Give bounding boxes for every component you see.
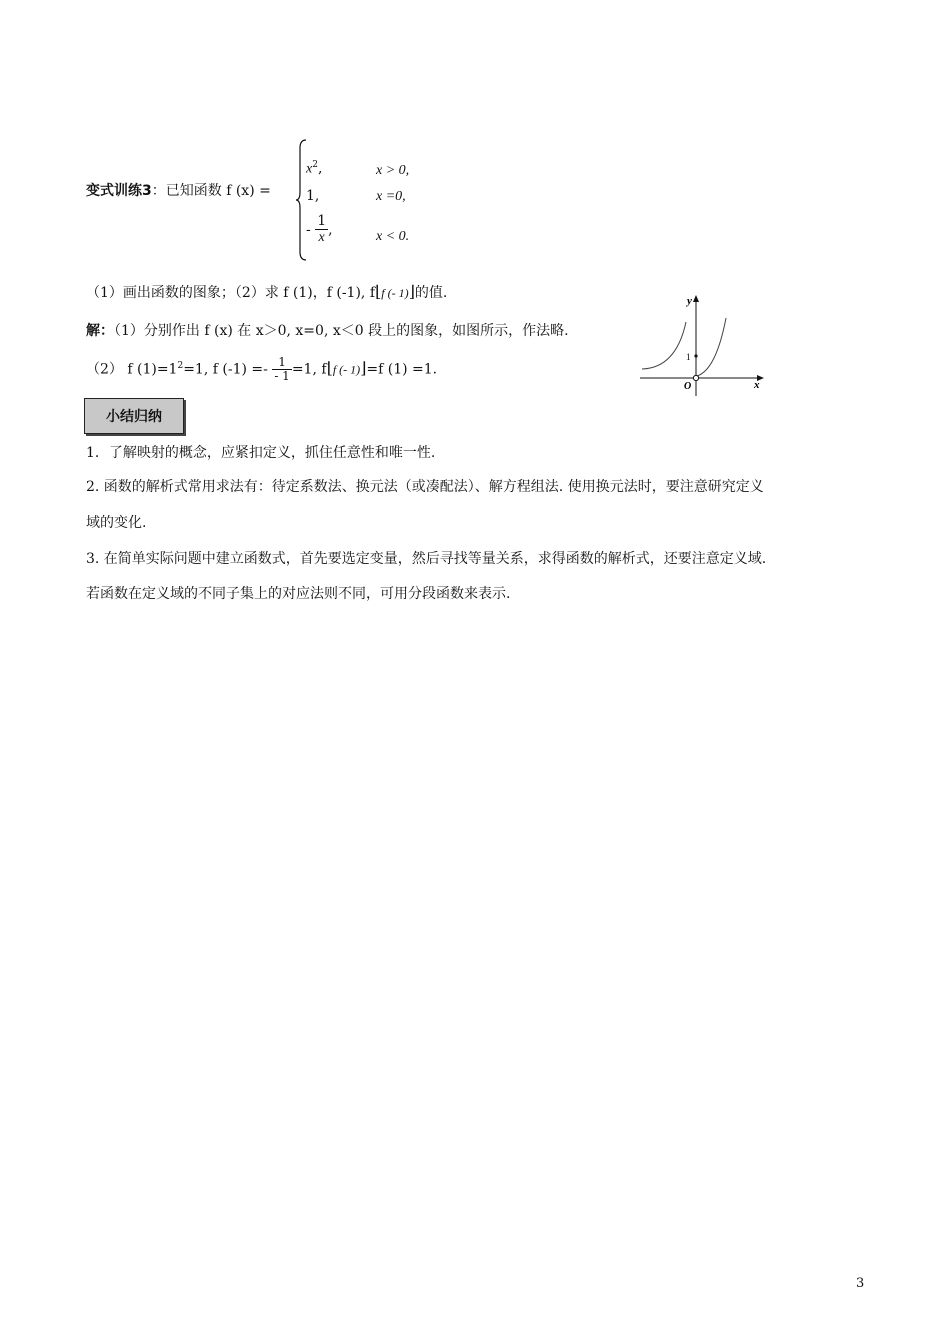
summary-item-2-cont: 域的变化. — [86, 515, 147, 531]
case-3-cond: x < 0. — [376, 229, 410, 244]
function-graph — [636, 290, 776, 400]
case-1-expr: $x^2$, — [306, 160, 323, 177]
origin-label: O — [684, 381, 692, 392]
one-label: 1 — [686, 352, 691, 362]
exercise-label: 变式训练3 — [86, 183, 152, 199]
case-2-expr: 1, — [306, 188, 320, 204]
summary-item-1: 1．了解映射的概念，应紧扣定义，抓住任意性和唯一性. — [86, 445, 436, 461]
summary-item-3: 3. 在简单实际问题中建立函数式，首先要选定变量，然后寻找等量关系，求得函数的解析式，还要注意定义域. — [86, 551, 767, 567]
case-1-cond: x > 0, — [376, 163, 410, 178]
x-axis-label: x — [754, 379, 760, 391]
y-axis-arrow-icon — [693, 295, 699, 302]
exercise-colon: ： — [151, 183, 166, 199]
case-2-cond: x =0, — [376, 189, 406, 204]
summary-item-2: 2. 函数的解析式常用求法有：待定系数法、换元法（或凑配法）、解方程组法. 使用换元法时，要注意研究定义 — [86, 479, 764, 495]
curve-positive-branch — [697, 318, 726, 376]
summary-title-box — [84, 398, 184, 434]
case-3-expr: - $\frac{1}{x}$ , — [306, 213, 333, 246]
solution-line-1: 解：（1）分别作出 f (x) 在 x＞0, x=0, x＜0 段上的图象，如图所示，作法略. — [86, 323, 569, 339]
solution-line-2: （2） f $(1)=1^2=1$, f (-1) =- $\frac{1}{- 1}$ =1, f⌊f (- 1)⌋=f (1) =1. — [86, 355, 438, 384]
solution-label: 解： — [86, 323, 114, 339]
summary-item-3-cont: 若函数在定义域的不同子集上的对应法则不同，可用分段函数来表示. — [86, 586, 511, 602]
exercise-intro: 已知函数 f (x) = — [165, 183, 271, 199]
summary-title: 小结归纳 — [106, 409, 162, 425]
curve-negative-branch — [642, 322, 686, 369]
page-number: 3 — [856, 1276, 865, 1291]
question-line: （1）画出函数的图象；（2）求 f (1)，f (-1), f⌊f (- 1)⌋的值. — [86, 282, 448, 301]
point-zero-one — [694, 354, 697, 357]
origin-open-circle — [693, 375, 698, 380]
y-axis-label: y — [687, 295, 692, 307]
exercise-line — [86, 180, 271, 200]
